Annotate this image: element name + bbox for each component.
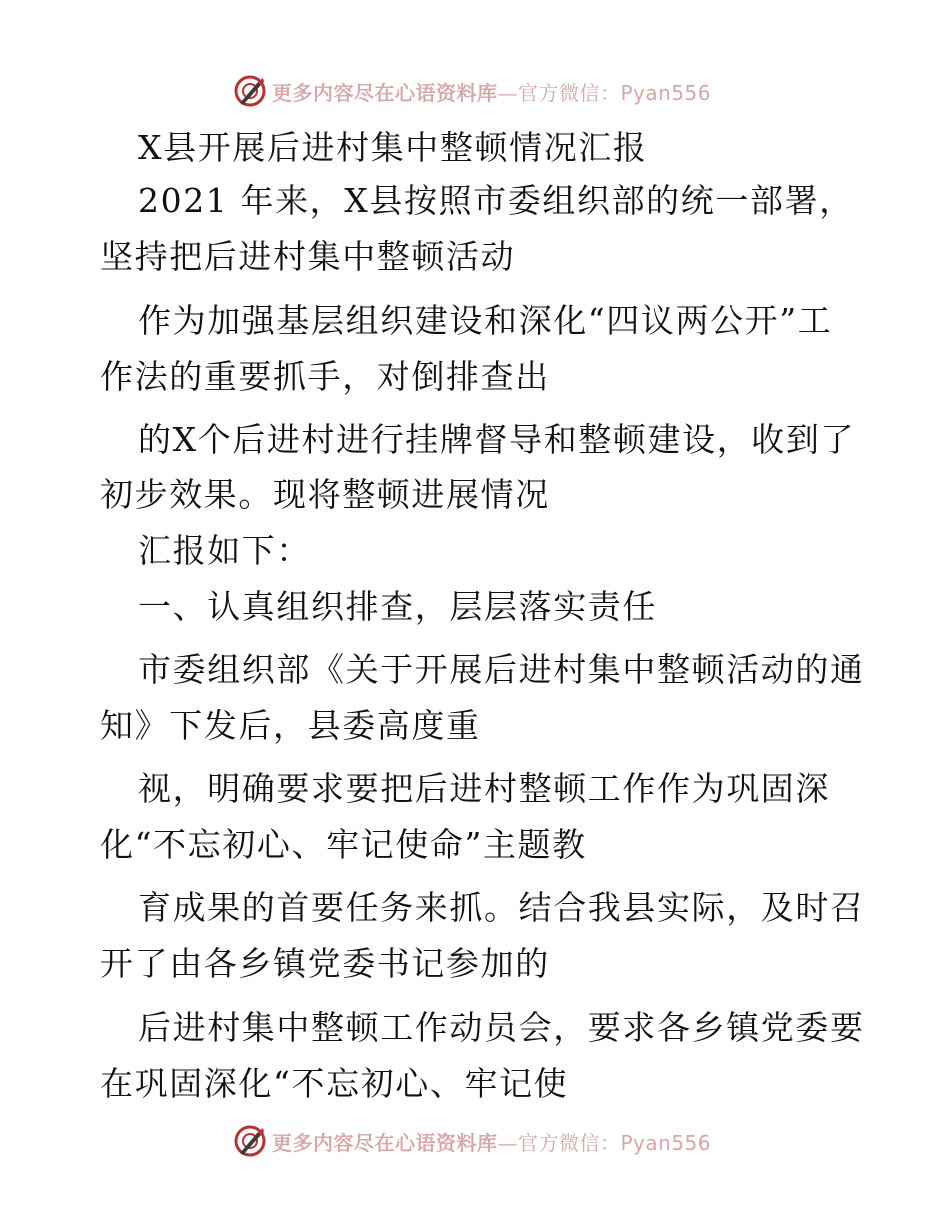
document-line: 2021 年来，X县按照市委组织部的统一部署， xyxy=(138,181,854,220)
document-line: 育成果的首要任务来抓。结合我县实际，及时召 xyxy=(138,888,865,927)
brand-logo-icon xyxy=(232,1123,268,1159)
document-title: X县开展后进村集中整顿情况汇报 xyxy=(138,128,648,167)
document-line: 市委组织部《关于开展后进村集中整顿活动的通 xyxy=(138,650,865,689)
document-line: 视，明确要求要把后进村整顿工作作为巩固深 xyxy=(138,769,830,808)
watermark-footer xyxy=(232,1121,711,1161)
document-line: 汇报如下： xyxy=(138,531,311,570)
document-line: 作法的重要抓手，对倒排查出 xyxy=(100,357,550,396)
document-line: 作为加强基层组织建设和深化“四议两公开”工 xyxy=(138,301,833,340)
document-line: 的X个后进村进行挂牌督导和整顿建设，收到了 xyxy=(138,420,856,459)
watermark-text: 更多内容尽在心语资料库—官方微信：Pyan556 xyxy=(272,1130,712,1155)
document-line: 在巩固深化“不忘初心、牢记使 xyxy=(100,1064,569,1103)
document-line: 初步效果。现将整顿进展情况 xyxy=(100,475,550,514)
document-line: 后进村集中整顿工作动员会，要求各乡镇党委要 xyxy=(138,1008,865,1047)
document-line: 化“不忘初心、牢记使命”主题教 xyxy=(100,825,587,864)
watermark-text: 更多内容尽在心语资料库—官方微信：Pyan556 xyxy=(272,80,712,105)
document-line: 坚持把后进村集中整顿活动 xyxy=(100,237,516,276)
document-line: 一、认真组织排查，层层落实责任 xyxy=(138,587,657,626)
document-line: 开了由各乡镇党委书记参加的 xyxy=(100,944,550,983)
document-line: 知》下发后，县委高度重 xyxy=(100,706,481,745)
